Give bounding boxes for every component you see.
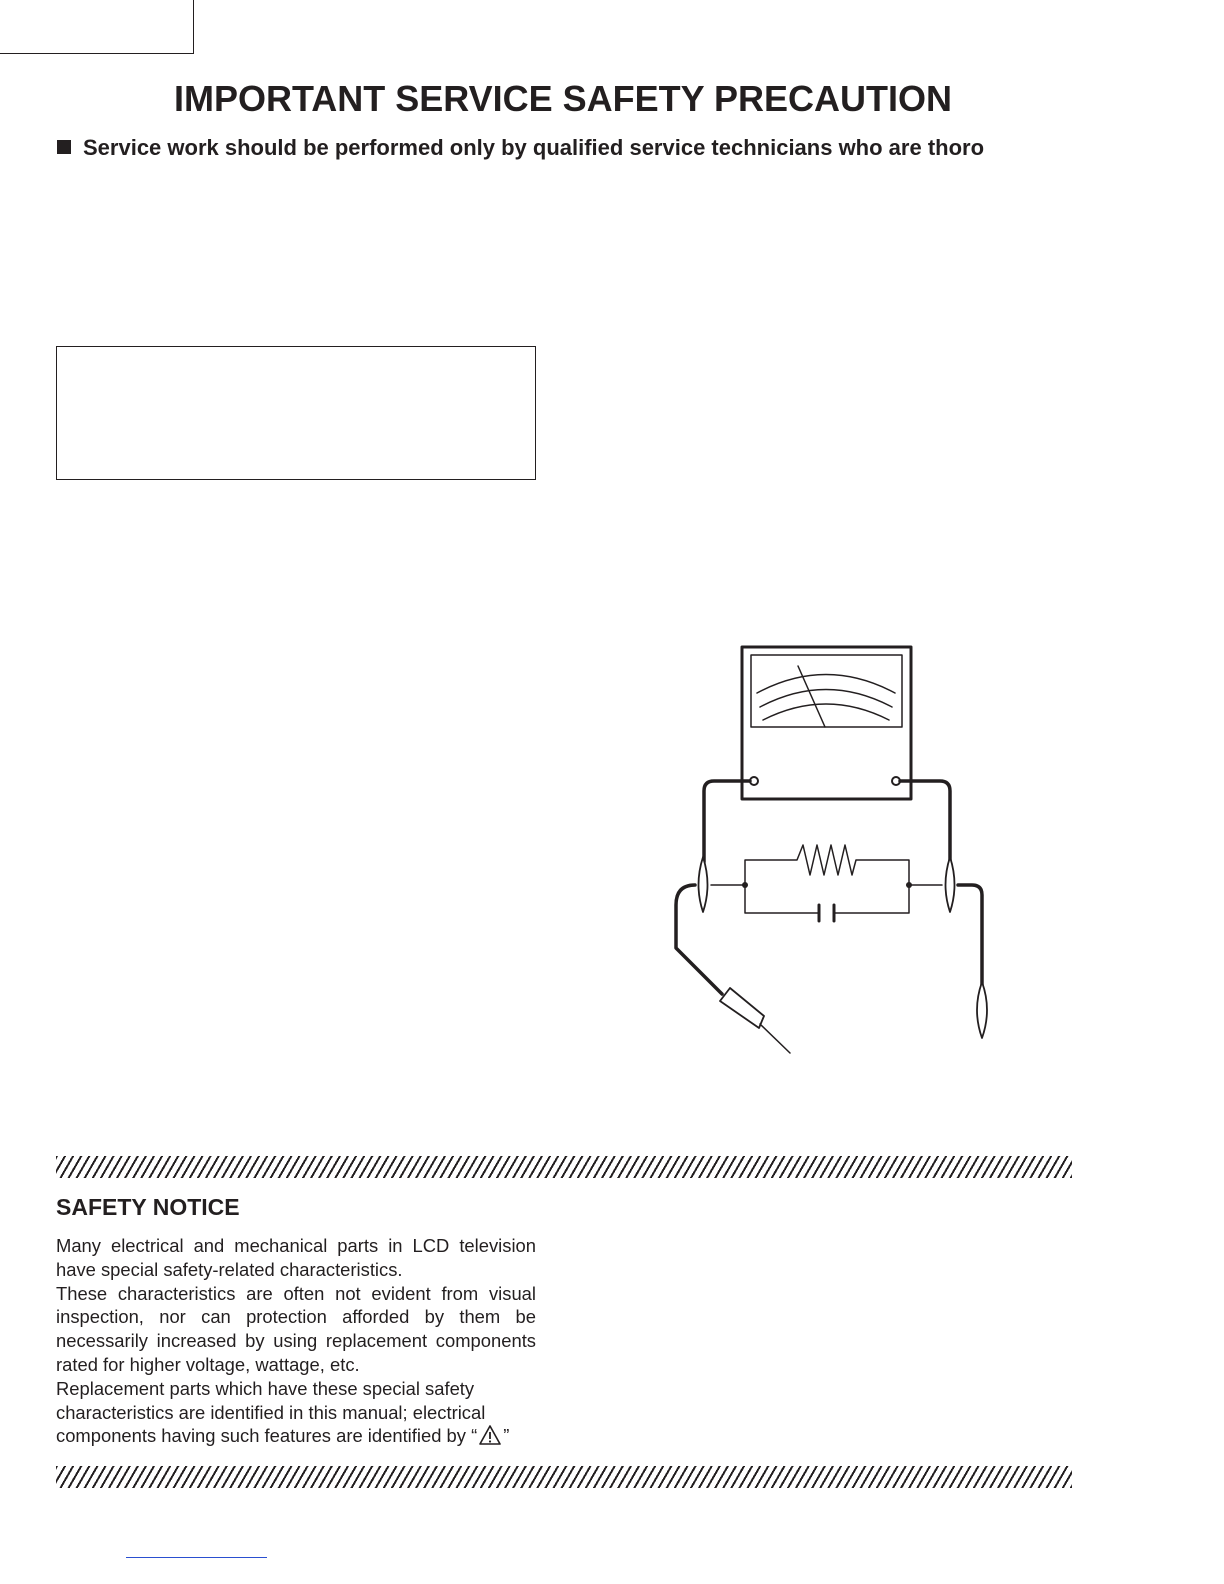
hatch-divider-top (56, 1156, 1072, 1178)
wire-right (900, 781, 950, 862)
probe-body (720, 988, 764, 1028)
closing-quote: ” (503, 1425, 510, 1447)
safety-notice-paragraph-3-text: Replacement parts which have these special safety characteristics are identified in this manual; electrical components having such features are identified by “ (56, 1377, 486, 1447)
meter-scale-arc-3 (763, 704, 889, 720)
clip-right (946, 857, 955, 912)
safety-notice-paragraph-1: Many electrical and mechanical parts in LCD television have special safety-related characteristics. (56, 1235, 536, 1280)
safety-notice-body (56, 1234, 536, 1451)
capacitor-branch (745, 885, 909, 913)
probe-tip (760, 1024, 790, 1053)
safety-notice-paragraph-2: These characteristics are often not evident from visual inspection, nor can protection afforded by them be necessarily increased by using replacement components rated for higher voltage, wattage, etc. (56, 1282, 536, 1375)
safety-notice-paragraph-3 (56, 1377, 536, 1451)
resistor-branch (745, 845, 909, 885)
page-title: IMPORTANT SERVICE SAFETY PRECAUTION (173, 78, 953, 119)
meter-body (742, 647, 911, 799)
probe-lead (676, 885, 722, 994)
ground-lead (958, 885, 982, 985)
note-box (56, 346, 536, 480)
bullet-text: Service work should be performed only by qualified service technicians who are thoro (83, 135, 985, 160)
junction-dot-left (742, 882, 748, 888)
safety-notice-heading: SAFETY NOTICE (56, 1194, 240, 1220)
hatch-divider-bottom (56, 1466, 1072, 1488)
junction-dot-right (906, 882, 912, 888)
link-underline[interactable] (126, 1557, 267, 1558)
clip-left (699, 857, 708, 912)
warning-triangle-icon (479, 1425, 501, 1451)
bullet-item (57, 135, 984, 161)
bullet-square-icon (57, 140, 71, 154)
page-corner-box (0, 0, 194, 54)
ground-clip (977, 982, 987, 1038)
leakage-test-meter-diagram (650, 640, 1020, 1060)
